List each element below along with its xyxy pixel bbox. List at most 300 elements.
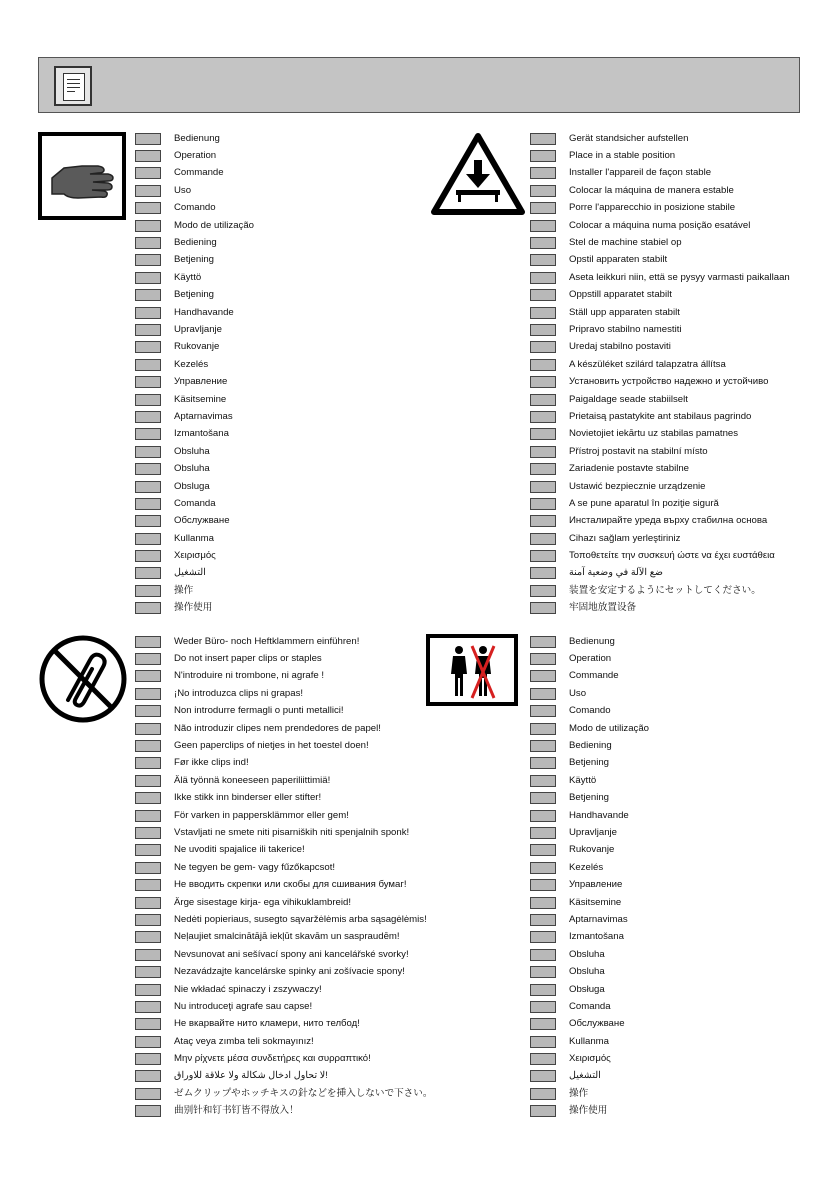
document-icon [54, 66, 92, 106]
language-marker-box [530, 653, 556, 665]
language-marker-box [530, 237, 556, 249]
language-marker-box [135, 446, 161, 458]
hand-glove-icon [38, 132, 126, 220]
list-item [530, 685, 649, 702]
list-item [135, 876, 432, 893]
list-item-label: Obsluha [569, 948, 605, 960]
language-marker-box [135, 636, 161, 648]
language-marker-box [135, 237, 161, 249]
list-item-label: Käyttö [569, 774, 597, 786]
list-item [135, 495, 254, 512]
list-item [135, 668, 432, 685]
list-item [135, 824, 432, 841]
list-item [135, 929, 432, 946]
list-item [135, 981, 432, 998]
list-item [530, 755, 649, 772]
list-item [530, 1016, 649, 1033]
language-marker-box [530, 688, 556, 700]
list-item-label: Управление [569, 879, 623, 891]
language-marker-box [530, 498, 556, 510]
list-item [530, 356, 790, 373]
list-item [530, 217, 790, 234]
language-marker-box [530, 670, 556, 682]
language-marker-box [530, 879, 556, 891]
language-marker-box [530, 775, 556, 787]
list-item-label: Betjening [174, 289, 215, 301]
list-item [530, 426, 790, 443]
language-marker-box [530, 897, 556, 909]
list-item-label: Ustawić bezpiecznie urządzenie [569, 480, 706, 492]
language-marker-box [135, 740, 161, 752]
language-marker-box [135, 394, 161, 406]
list-item-label: Nie wkładać spinaczy i zszywaczy! [174, 983, 322, 995]
list-item-label: Ne uvoditi spajalice ili takerice! [174, 844, 305, 856]
list-item-label: Bedienung [569, 635, 615, 647]
language-marker-box [135, 1018, 161, 1030]
list-item [530, 460, 790, 477]
language-marker-box [530, 862, 556, 874]
list-item [135, 408, 254, 425]
list-item [530, 668, 649, 685]
list-item [530, 807, 649, 824]
list-item [135, 321, 254, 338]
list-item-label: N'introduire ni trombone, ni agrafe ! [174, 670, 325, 682]
list-item-label: Obsluga [174, 480, 210, 492]
list-item-label: Handhavande [174, 306, 234, 318]
list-item-label: Ikke stikk inn binderser eller stifter! [174, 792, 322, 804]
list-item [530, 304, 790, 321]
language-marker-box [135, 515, 161, 527]
language-marker-box [135, 481, 161, 493]
list-item-label: Uso [174, 184, 192, 196]
list-item-label: Kezelés [174, 358, 209, 370]
language-marker-box [530, 1105, 556, 1117]
list-item [530, 790, 649, 807]
list-item-label: 操作 [569, 1087, 589, 1099]
language-marker-box [530, 827, 556, 839]
list-item-label: Betjening [569, 757, 610, 769]
language-marker-box [135, 254, 161, 266]
list-item-label: Obsluha [174, 463, 210, 475]
list-item [135, 755, 432, 772]
list-item [135, 737, 432, 754]
list-item [135, 633, 432, 650]
list-item [530, 408, 790, 425]
list-item [135, 269, 254, 286]
list-item-label: Operation [569, 653, 612, 665]
language-marker-box [530, 533, 556, 545]
list-item [135, 650, 432, 667]
list-item-label: Käyttö [174, 271, 202, 283]
list-item-label: Nevsunovat ani sešívací spony ani kancelářské svorky! [174, 948, 409, 960]
language-marker-box [135, 931, 161, 943]
list-item-label: Käsitsemine [569, 896, 622, 908]
list-item-label: التشغيل [569, 1070, 601, 1082]
list-item [135, 217, 254, 234]
list-item [530, 373, 790, 390]
list-item-label: Aseta leikkuri niin, että se pysyy varmasti paikallaan [569, 271, 790, 283]
language-marker-box [135, 723, 161, 735]
language-marker-box [135, 1070, 161, 1082]
list-item [135, 165, 254, 182]
list-item-label: Χειρισμός [174, 550, 216, 562]
language-marker-box [530, 272, 556, 284]
language-marker-box [135, 498, 161, 510]
list-item [135, 1050, 432, 1067]
list-item [135, 772, 432, 789]
list-item-label: Obsluha [174, 445, 210, 457]
language-marker-box [530, 931, 556, 943]
language-marker-box [530, 167, 556, 179]
list-item [135, 373, 254, 390]
list-item-label: 装置を安定するようにセットしてください。 [569, 584, 761, 596]
language-marker-box [530, 602, 556, 614]
list-item-label: Kullanma [569, 1035, 609, 1047]
list-item [530, 946, 649, 963]
list-item [135, 842, 432, 859]
list-item-label: Обслужване [174, 515, 230, 527]
list-item-label: Käsitsemine [174, 393, 227, 405]
list-item [135, 147, 254, 164]
language-marker-box [530, 341, 556, 353]
list-item [135, 565, 254, 582]
language-marker-box [530, 1053, 556, 1065]
list-item [530, 911, 649, 928]
list-item-label: Pripravo stabilno namestiti [569, 323, 682, 335]
list-item-label: ضع الآلة في وضعية آمنة [569, 567, 663, 579]
list-item-label: 操作使用 [174, 602, 213, 614]
list-item-label: Installer l'appareil de façon stable [569, 167, 712, 179]
list-item [135, 1016, 432, 1033]
list-item-label: ゼムクリップやホッチキスの針などを挿入しないで下さい。 [174, 1087, 433, 1099]
list-item-label: Vstavljati ne smete niti pisarniških niti spenjalnih sponk! [174, 826, 410, 838]
list-item [135, 963, 432, 980]
list-item [530, 633, 649, 650]
list-item-label: Handhavande [569, 809, 629, 821]
list-item-label: Устанoвить устройство надежно и устойчиво [569, 376, 769, 388]
language-marker-box [135, 567, 161, 579]
list-item-label: 操作使用 [569, 1105, 608, 1117]
language-marker-box [135, 133, 161, 145]
language-marker-box [530, 550, 556, 562]
list-item [135, 859, 432, 876]
list-item-label: Ne tegyen be gem- vagy fűzőkapcsot! [174, 861, 336, 873]
list-item-label: Zariadenie postavte stabilne [569, 463, 689, 475]
language-marker-box [135, 670, 161, 682]
list-item [135, 287, 254, 304]
language-marker-box [135, 167, 161, 179]
list-item [135, 1033, 432, 1050]
list-item [530, 530, 790, 547]
list-item-label: Colocar a máquina numa posição esatável [569, 219, 751, 231]
list-item [135, 894, 432, 911]
list-item [530, 929, 649, 946]
stable-position-list [530, 130, 790, 617]
list-item [530, 703, 649, 720]
list-item-label: Nedėti popieriaus, susegto sąvaržėlėmis arba sąsagėlėmis! [174, 913, 427, 925]
list-item-label: Obsluha [569, 966, 605, 978]
language-marker-box [135, 1053, 161, 1065]
list-item [530, 130, 790, 147]
language-marker-box [530, 359, 556, 371]
list-item-label: Place in a stable position [569, 150, 676, 162]
list-item-label: Betjening [569, 792, 610, 804]
list-item [530, 842, 649, 859]
list-item [135, 200, 254, 217]
language-marker-box [135, 533, 161, 545]
list-item [530, 339, 790, 356]
language-marker-box [135, 844, 161, 856]
list-item-label: A készüléket szilárd talapzatra állítsa [569, 358, 726, 370]
language-marker-box [530, 636, 556, 648]
list-item [530, 391, 790, 408]
list-item-label: Izmantošana [174, 428, 229, 440]
language-marker-box [135, 463, 161, 475]
list-item [530, 720, 649, 737]
operation-persons-list [530, 633, 649, 1120]
language-marker-box [530, 1088, 556, 1100]
language-marker-box [135, 550, 161, 562]
no-paper-clips-icon [38, 634, 128, 724]
list-item-label: Ställ upp apparaten stabilt [569, 306, 680, 318]
language-marker-box [135, 1088, 161, 1100]
list-item-label: Non introdurre fermagli o punti metallici! [174, 705, 344, 717]
list-item [135, 720, 432, 737]
list-item-label: Stel de machine stabiel op [569, 237, 682, 249]
language-marker-box [135, 949, 161, 961]
list-item [530, 547, 790, 564]
list-item-label: Neļaujiet smalcinātājā iekļūt skavām un saspraudēm! [174, 931, 400, 943]
list-item-label: Инсталирайте уреда върху стабилна основа [569, 515, 768, 527]
list-item-label: Τοποθετείτε την συσκευή ώστε να έχει ευστάθεια [569, 550, 775, 562]
list-item-label: Comando [569, 705, 611, 717]
list-item [530, 200, 790, 217]
list-item [135, 998, 432, 1015]
language-marker-box [530, 376, 556, 388]
list-item [530, 859, 649, 876]
list-item [135, 685, 432, 702]
language-marker-box [530, 1036, 556, 1048]
language-marker-box [135, 1105, 161, 1117]
list-item [530, 1085, 649, 1102]
language-marker-box [530, 481, 556, 493]
language-marker-box [530, 723, 556, 735]
language-marker-box [135, 202, 161, 214]
list-item-label: Bediening [174, 237, 217, 249]
language-marker-box [530, 1001, 556, 1013]
language-marker-box [530, 567, 556, 579]
language-marker-box [530, 1018, 556, 1030]
language-marker-box [135, 775, 161, 787]
language-marker-box [530, 307, 556, 319]
list-item [530, 737, 649, 754]
list-item-label: Cihazı sağlam yerleştiriniz [569, 532, 681, 544]
list-item-label: Kezelés [569, 861, 604, 873]
list-item [135, 703, 432, 720]
language-marker-box [530, 185, 556, 197]
list-item [530, 147, 790, 164]
language-marker-box [135, 359, 161, 371]
list-item [530, 478, 790, 495]
list-item-label: Prietaisą pastatykite ant stabilaus pagrindo [569, 410, 752, 422]
list-item-label: Обслужване [569, 1018, 625, 1030]
list-item [530, 894, 649, 911]
list-item-label: Comanda [174, 497, 216, 509]
stable-position-warning-icon [430, 132, 526, 216]
list-item [530, 287, 790, 304]
list-item-label: Porre l'apparecchio in posizione stabile [569, 202, 736, 214]
list-item [135, 252, 254, 269]
list-item [135, 1085, 432, 1102]
list-item [135, 391, 254, 408]
list-item-label: Obsługa [569, 983, 605, 995]
list-item-label: Χειρισμός [569, 1053, 611, 1065]
language-marker-box [530, 705, 556, 717]
language-marker-box [530, 844, 556, 856]
list-item [135, 304, 254, 321]
list-item-label: Управление [174, 376, 228, 388]
list-item [135, 130, 254, 147]
list-item-label: Do not insert paper clips or staples [174, 653, 322, 665]
list-item-label: Novietojiet iekārtu uz stabilas pamatnes [569, 428, 739, 440]
language-marker-box [530, 150, 556, 162]
list-item-label: Älä työnnä koneeseen paperiliittimiä! [174, 774, 331, 786]
language-marker-box [530, 133, 556, 145]
list-item [135, 946, 432, 963]
language-marker-box [135, 688, 161, 700]
list-item-label: Nu introduceţi agrafe sau capse! [174, 1000, 313, 1012]
language-marker-box [135, 341, 161, 353]
language-marker-box [530, 740, 556, 752]
list-item [135, 530, 254, 547]
list-item-label: Colocar la máquina de manera estable [569, 184, 734, 196]
list-item [530, 998, 649, 1015]
language-marker-box [135, 411, 161, 423]
language-marker-box [135, 914, 161, 926]
list-item [135, 182, 254, 199]
list-item-label: Nezavádzajte kancelárske spinky ani zošívacie spony! [174, 966, 405, 978]
list-item-label: Μην ρίχνετε μέσα συνδετήρες και συρραπτικό! [174, 1053, 371, 1065]
list-item [530, 182, 790, 199]
language-marker-box [530, 984, 556, 996]
list-item [530, 321, 790, 338]
list-item [135, 460, 254, 477]
language-marker-box [135, 757, 161, 769]
list-item [530, 1068, 649, 1085]
language-marker-box [530, 757, 556, 769]
header-bar [38, 57, 800, 113]
language-marker-box [530, 202, 556, 214]
list-item [135, 443, 254, 460]
list-item-label: Bedienung [174, 132, 220, 144]
list-item-label: Aptarnavimas [174, 410, 233, 422]
language-marker-box [135, 705, 161, 717]
list-item-label: Не вводить скрепки или скобы для сшивания бумаг! [174, 879, 407, 891]
list-item-label: Commande [174, 167, 224, 179]
list-item-label: Weder Büro- noch Heftklammern einführen! [174, 635, 360, 647]
list-item [135, 426, 254, 443]
list-item [530, 1050, 649, 1067]
list-item [135, 356, 254, 373]
list-item-label: Upravljanje [174, 323, 222, 335]
language-marker-box [135, 862, 161, 874]
list-item-label: Modo de utilização [174, 219, 254, 231]
language-marker-box [530, 428, 556, 440]
list-item-label: 牢固地放置设备 [569, 602, 637, 614]
list-item-label: Ärge sisestage kirja- ega vihikuklambreid! [174, 896, 352, 908]
list-item-label: Přístroj postavit na stabilní místo [569, 445, 708, 457]
list-item [530, 443, 790, 460]
list-item-label: Uso [569, 687, 587, 699]
list-item [135, 339, 254, 356]
language-marker-box [135, 984, 161, 996]
language-marker-box [530, 515, 556, 527]
language-marker-box [530, 585, 556, 597]
list-item-label: Rukovanje [174, 341, 220, 353]
list-item-label: Gerät standsicher aufstellen [569, 132, 689, 144]
language-marker-box [135, 966, 161, 978]
list-item-label: A se pune aparatul în poziţie sigură [569, 497, 719, 509]
list-item-label: Comanda [569, 1000, 611, 1012]
language-marker-box [135, 827, 161, 839]
list-item-label: Aptarnavimas [569, 913, 628, 925]
list-item [530, 495, 790, 512]
language-marker-box [135, 585, 161, 597]
list-item [135, 600, 254, 617]
language-marker-box [135, 185, 161, 197]
list-item-label: Bediening [569, 740, 612, 752]
list-item-label: Rukovanje [569, 844, 615, 856]
list-item [530, 269, 790, 286]
language-marker-box [135, 428, 161, 440]
list-item-label: Geen paperclips of nietjes in het toestel doen! [174, 740, 369, 752]
list-item [530, 963, 649, 980]
list-item [530, 824, 649, 841]
list-item-label: Uredaj stabilno postaviti [569, 341, 671, 353]
language-marker-box [135, 272, 161, 284]
language-marker-box [135, 810, 161, 822]
language-marker-box [530, 463, 556, 475]
language-marker-box [135, 792, 161, 804]
list-item [530, 600, 790, 617]
list-item-label: Oppstill apparatet stabilt [569, 289, 672, 301]
list-item [135, 234, 254, 251]
language-marker-box [135, 307, 161, 319]
language-marker-box [135, 376, 161, 388]
list-item [135, 513, 254, 530]
list-item-label: ¡No introduzca clips ni grapas! [174, 687, 304, 699]
language-marker-box [135, 1001, 161, 1013]
language-marker-box [135, 879, 161, 891]
language-marker-box [530, 1070, 556, 1082]
list-item-label: Betjening [174, 254, 215, 266]
list-item [135, 790, 432, 807]
language-marker-box [135, 324, 161, 336]
language-marker-box [135, 897, 161, 909]
list-item-label: Não introduzir clipes nem prendedores de papel! [174, 722, 381, 734]
list-item-label: För varken in pappersklämmor eller gem! [174, 809, 349, 821]
list-item-label: التشغيل [174, 567, 206, 579]
list-item [530, 650, 649, 667]
language-marker-box [135, 653, 161, 665]
no-paper-clips-list [135, 633, 432, 1120]
list-item-label: Не вкарвайте нито кламери, нито телбод! [174, 1018, 360, 1030]
list-item-label: Opstil apparaten stabilt [569, 254, 668, 266]
list-item [530, 772, 649, 789]
list-item-label: Commande [569, 670, 619, 682]
language-marker-box [135, 602, 161, 614]
list-item [135, 1103, 432, 1120]
